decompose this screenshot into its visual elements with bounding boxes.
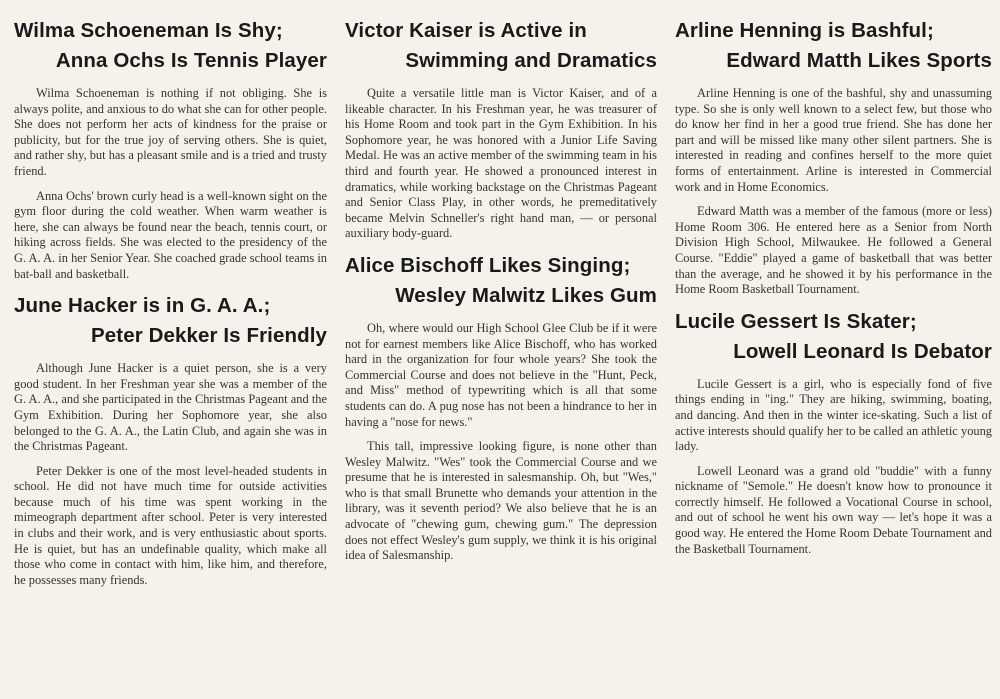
story-paragraph: Peter Dekker is one of the most level-headed students in school. He did not have much time for outside activities because much of his time was spent working in the mimeograph department after school. Peter is very interested in clubs and their work, and is very enthusiastic about sports. He is quiet, but has an undefinable quality, which make all those who come in contact with him, like him, and therefore, he possesses many friends. [14,463,327,587]
column-2 [335,0,665,699]
headline-line-1: Alice Bischoff Likes Singing; [345,253,631,277]
headline-line-2: Anna Ochs Is Tennis Player [55,49,327,72]
story-headline [14,291,327,351]
story-hacker-dekker [14,291,327,588]
story-paragraph: Wilma Schoeneman is nothing if not obliging. She is always polite, and anxious to do what she can for other people. She does not perform her acts of kindness for the praise or publicity, but for the true joy of serving others. She is quiet, and rather shy, but has a pleasant smile and is a tried and trusty friend. [14,86,327,178]
story-paragraph: Anna Ochs' brown curly head is a well-known sight on the gym floor during the cold weather. When warm weather is here, she can always be found near the beach, tennis court, or hiking across fields. She was elected to the presidency of the G. A. A. in her Senior Year. She coached grade school teams in bat-ball and basketball. [14,188,327,281]
story-henning-matth [675,16,992,298]
headline-line-2: Wesley Malwitz Likes Gum [395,283,657,307]
headline-line-2: Peter Dekker Is Friendly [91,324,327,348]
story-paragraph: This tall, impressive looking figure, is none other than Wesley Malwitz. "Wes" took the Commercial Course and we presume that he is interested in salesmanship. Oh, but "Wes," who is that small Brunette who demands your attention in the library, was it seventh period? We also believe that he is an advocate of "chewing gum, chewing gum." The depression does not effect Wesley's gum supply, we think it is his original idea of Salesmanship. [345,439,657,563]
story-headline [345,16,657,76]
headline-line-2: Edward Matth Likes Sports [726,49,992,72]
story-paragraph: Lucile Gessert is a girl, who is especially fond of five things ending in "ing." They are hiking, swimming, boating, and dancing. And then in the winter ice-skating. Such a list of active interests should qualify her to be called an athletic young lady. [675,376,992,454]
headline-line-1: June Hacker is in G. A. A.; [14,294,271,318]
story-headline [14,16,327,76]
headline-line-1: Victor Kaiser is Active in [345,19,587,42]
headline-line-2: Lowell Leonard Is Debator [733,339,992,363]
story-paragraph: Lowell Leonard was a grand old "buddie" with a funny nickname of "Semole." He doesn't know how to pronounce it correctly himself. He followed a Vocational Course in school, and out of school he went his own way — let's hope it was a good way. He entered the Home Room Debate Tournament and the Basketball Tournament. [675,463,992,556]
headline-line-1: Wilma Schoeneman Is Shy; [14,19,283,42]
story-headline [675,16,992,76]
story-paragraph: Quite a versatile little man is Victor Kaiser, and of a likeable character. In his Freshman year, he was treasurer of his Home Room and took part in the Gym Exhibition. In his Sophomore year, he was honored with a Junior Life Saving Medal. He was an active member of the swimming team in his third and fourth year. He showed a pronounced interest in dramatics, while working backstage on the Christmas Pageant and Senior Class Play, in other words, he premeditatively became Melvin Schneller's right hand man, — or personal auxiliary body-guard. [345,86,657,241]
story-headline [345,251,657,311]
column-3 [665,0,1000,699]
headline-line-2: Swimming and Dramatics [405,49,657,72]
story-gessert-leonard [675,307,992,558]
story-kaiser [345,16,657,242]
story-paragraph: Edward Matth was a member of the famous (more or less) Home Room 306. He entered here as a Senior from North Division High School, Milwaukee. He followed a General Course. "Eddie" played a game of basketball that was better than the average, and he showed it by his performance in the Home Room Basketball Tournament. [675,204,992,297]
headline-line-1: Arline Henning is Bashful; [675,19,934,42]
story-paragraph: Arline Henning is one of the bashful, shy and unassuming type. So she is only well known to a select few, but those who do know her find in her a good true friend. She has done her part and will be missed like many other silent partners. She is interested in reading and confines herself to the more quiet forms of entertainment. Arline is interested in Commercial work and in Home Economics. [675,86,992,194]
story-paragraph: Although June Hacker is a quiet person, she is a very good student. In her Freshman year she was a member of the G. A. A., and she participated in the Christmas Pageant and the Gym Exhibition. During her Sophomore year, she also belonged to the G. A. A., the Latin Club, and again she was in the Christmas Pageant. [14,361,327,454]
story-paragraph: Oh, where would our High School Glee Club be if it were not for earnest members like Alice Bischoff, who has worked hard in the organization for four whole years? She took the Commercial Course and does not believe in the "Hunt, Peck, and Miss" method of typewriting which is all that some students can do. A pug nose has not been a hindrance to her in having a "nose for news." [345,320,657,429]
story-schoeneman-ochs [14,16,327,282]
story-headline [675,307,992,367]
story-bischoff-malwitz [345,251,657,564]
headline-line-1: Lucile Gessert Is Skater; [675,309,917,333]
column-1 [0,0,335,699]
